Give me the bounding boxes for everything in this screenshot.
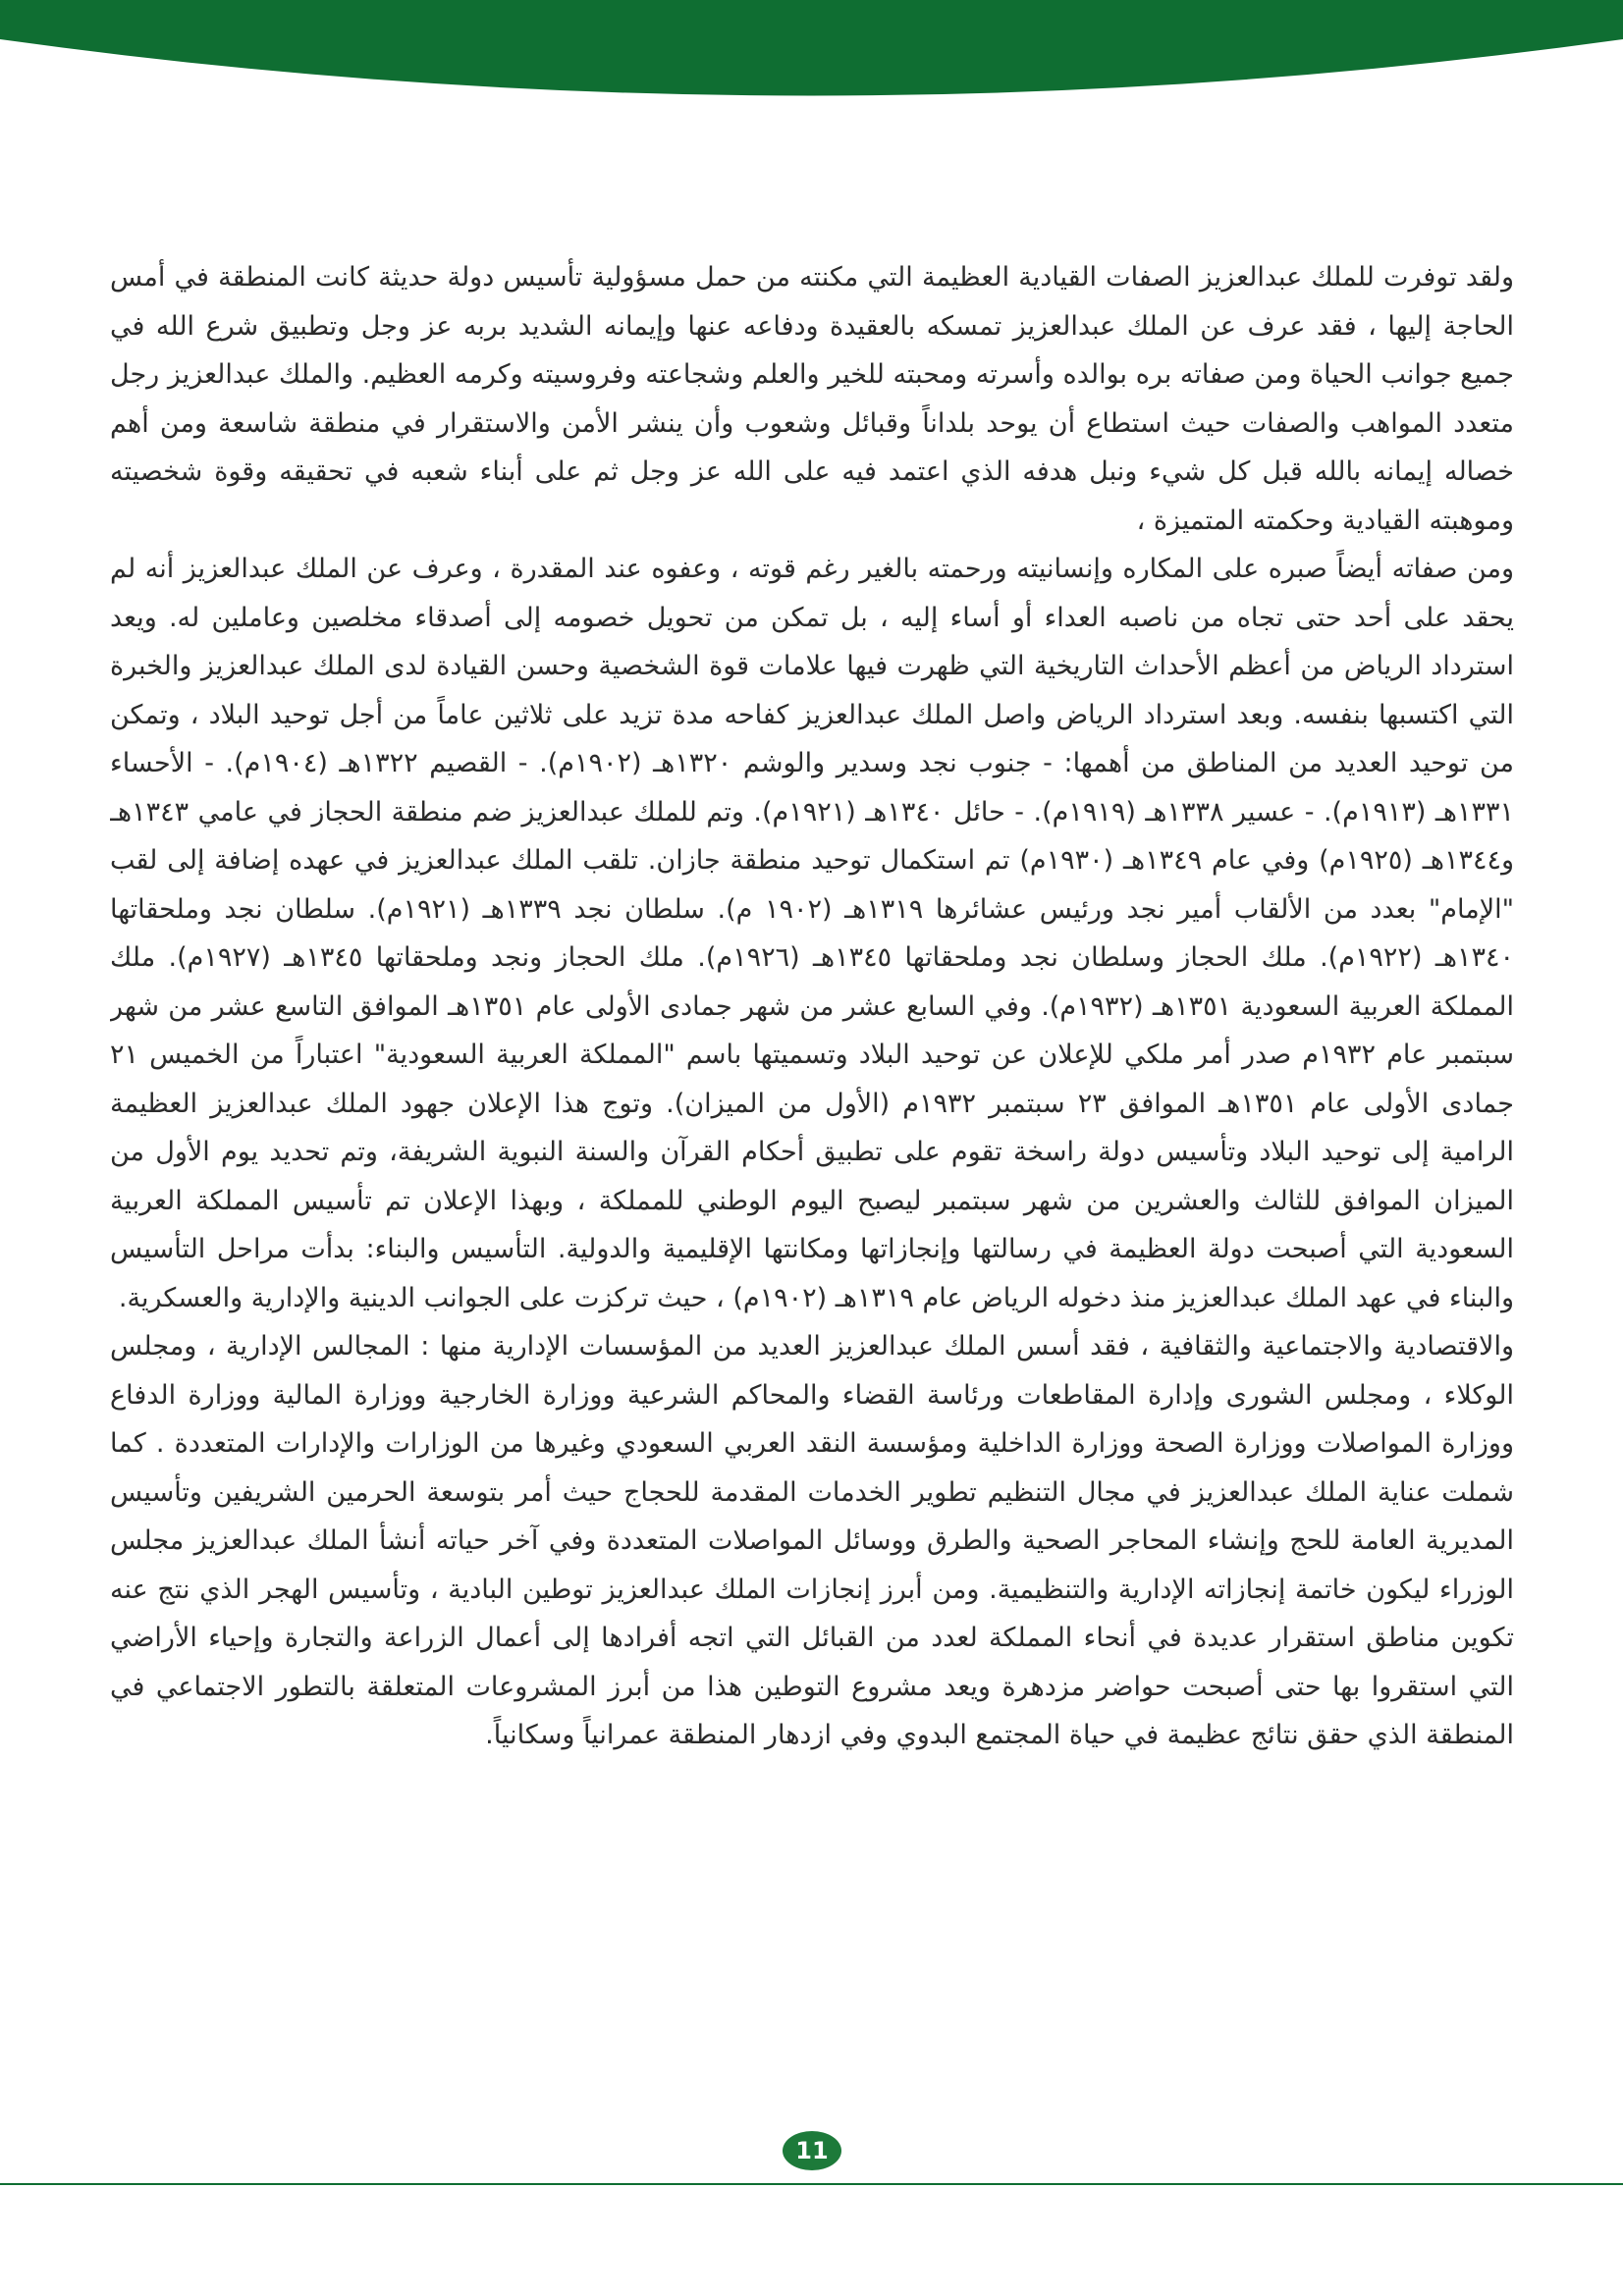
paragraph-leadership-qualities: ولقد توفرت للملك عبدالعزيز الصفات القيادية العظيمة التي مكنته من حمل مسؤولية تأسيس دولة حديثة كانت المنطقة في أمس الحاجة إليها ، فقد عرف عن الملك عبدالعزيز تمسكه بالعقيدة ودفاعه عنها وإيمانه الشديد بربه عز وجل وتطبيق شرع الله في جميع جوانب الحياة ومن صفاته بره بوالده وأسرته ومحبته للخير والعلم وشجاعته وفروسيته وكرمه العظيم. والملك عبدالعزيز رجل متعدد المواهب والصفات حيث استطاع أن يوحد بلداناً وقبائل وشعوب وأن ينشر الأمن والاستقرار في منطقة شاسعة ومن أهم خصاله إيمانه بالله قبل كل شيء ونبل هدفه الذي اعتمد فيه على الله عز وجل ثم على أبناء شعبه في تحقيقه وقوة شخصيته وموهبته القيادية وحكمته المتميزة ، xyxy=(110,262,1514,536)
footer-divider xyxy=(0,2183,1623,2185)
header-green-band xyxy=(0,0,1623,98)
page-number-badge: 11 xyxy=(783,2131,841,2170)
article-body xyxy=(110,253,1514,2050)
paragraph-unification: ومن صفاته أيضاً صبره على المكاره وإنسانيته ورحمته بالغير رغم قوته ، وعفوه عند المقدرة ، وعرف عن الملك عبدالعزيز أنه لم يحقد على أحد حتى تجاه من ناصبه العداء أو أساء إليه ، بل تمكن من تحويل خصومه إلى أصدقاء مخلصين وعاملين له. ويعد استرداد الرياض من أعظم الأحداث التاريخية التي ظهرت فيها علامات قوة الشخصية وحسن القيادة لدى الملك عبدالعزيز والخبرة التي اكتسبها بنفسه. وبعد استرداد الرياض واصل الملك عبدالعزيز كفاحه مدة تزيد على ثلاثين عاماً من أجل توحيد البلاد ، وتمكن من توحيد العديد من المناطق من أهمها: - جنوب نجد وسدير والوشم ١٣٢٠هـ (١٩٠٢م). - القصيم ١٣٢٢هـ (١٩٠٤م). - الأحساء ١٣٣١هـ (١٩١٣م). - عسير ١٣٣٨هـ (١٩١٩م). - حائل ١٣٤٠هـ (١٩٢١م). وتم للملك عبدالعزيز ضم منطقة الحجاز في عامي ١٣٤٣هـ و١٣٤٤هـ (١٩٢٥م) وفي عام ١٣٤٩هـ (١٩٣٠م) تم استكمال توحيد منطقة جازان. تلقب الملك عبدالعزيز في عهده إضافة إلى لقب "الإمام" بعدد من الألقاب أمير نجد ورئيس عشائرها ١٣١٩هـ (١٩٠٢ م). سلطان نجد ١٣٣٩هـ (١٩٢١م). سلطان نجد وملحقاتها ١٣٤٠هـ (١٩٢٢م). ملك الحجاز وسلطان نجد وملحقاتها ١٣٤٥هـ (١٩٢٦م). ملك الحجاز ونجد وملحقاتها ١٣٤٥هـ (١٩٢٧م). ملك المملكة العربية السعودية ١٣٥١هـ (١٩٣٢م). وفي السابع عشر من شهر جمادى الأولى عام ١٣٥١هـ الموافق التاسع عشر من شهر سبتمبر عام ١٩٣٢م صدر أمر ملكي للإعلان عن توحيد البلاد وتسميتها باسم "المملكة العربية السعودية" اعتباراً من الخميس ٢١ جمادى الأولى عام ١٣٥١هـ الموافق ٢٣ سبتمبر ١٩٣٢م (الأول من الميزان). وتوج هذا الإعلان جهود الملك عبدالعزيز العظيمة الرامية إلى توحيد البلاد وتأسيس دولة راسخة تقوم على تطبيق أحكام القرآن والسنة النبوية الشريفة، وتم تحديد يوم الأول من الميزان الموافق للثالث والعشرين من شهر سبتمبر ليصبح اليوم الوطني للمملكة ، وبهذا الإعلان تم تأسيس المملكة العربية السعودية التي أصبحت دولة العظيمة في رسالتها وإنجازاتها ومكانتها الإقليمية والدولية. التأسيس والبناء: بدأت مراحل التأسيس والبناء في عهد الملك عبدالعزيز منذ دخوله الرياض عام ١٣١٩هـ (١٩٠٢م) ، حيث تركزت على الجوانب الدينية والإدارية والعسكرية. xyxy=(110,554,1514,1313)
paragraph-institutions: والاقتصادية والاجتماعية والثقافية ، فقد أسس الملك عبدالعزيز العديد من المؤسسات الإدارية منها : المجالس الإدارية ، ومجلس الوكلاء ، ومجلس الشورى وإدارة المقاطعات ورئاسة القضاء والمحاكم الشرعية ووزارة الخارجية ووزارة المالية ووزارة الدفاع ووزارة المواصلات ووزارة الصحة ووزارة الداخلية ومؤسسة النقد العربي السعودي وغيرها من الوزارات والإدارات المتعددة . كما شملت عناية الملك عبدالعزيز في مجال التنظيم تطوير الخدمات المقدمة للحجاج حيث أمر بتوسعة الحرمين الشريفين وتأسيس المديرية العامة للحج وإنشاء المحاجر الصحية والطرق ووسائل المواصلات المتعددة وفي آخر حياته أنشأ الملك عبدالعزيز مجلس الوزراء ليكون خاتمة إنجازاته الإدارية والتنظيمية. ومن أبرز إنجازات الملك عبدالعزيز توطين البادية ، وتأسيس الهجر الذي نتج عنه تكوين مناطق استقرار عديدة في أنحاء المملكة لعدد من القبائل التي اتجه أفرادها إلى أعمال الزراعة والتجارة وإحياء الأراضي التي استقروا بها حتى أصبحت حواضر مزدهرة ويعد مشروع التوطين هذا من أبرز المشروعات المتعلقة بالتطور الاجتماعي في المنطقة الذي حقق نتائج عظيمة في حياة المجتمع البدوي وفي ازدهار المنطقة عمرانياً وسكانياً. xyxy=(110,1331,1514,1750)
